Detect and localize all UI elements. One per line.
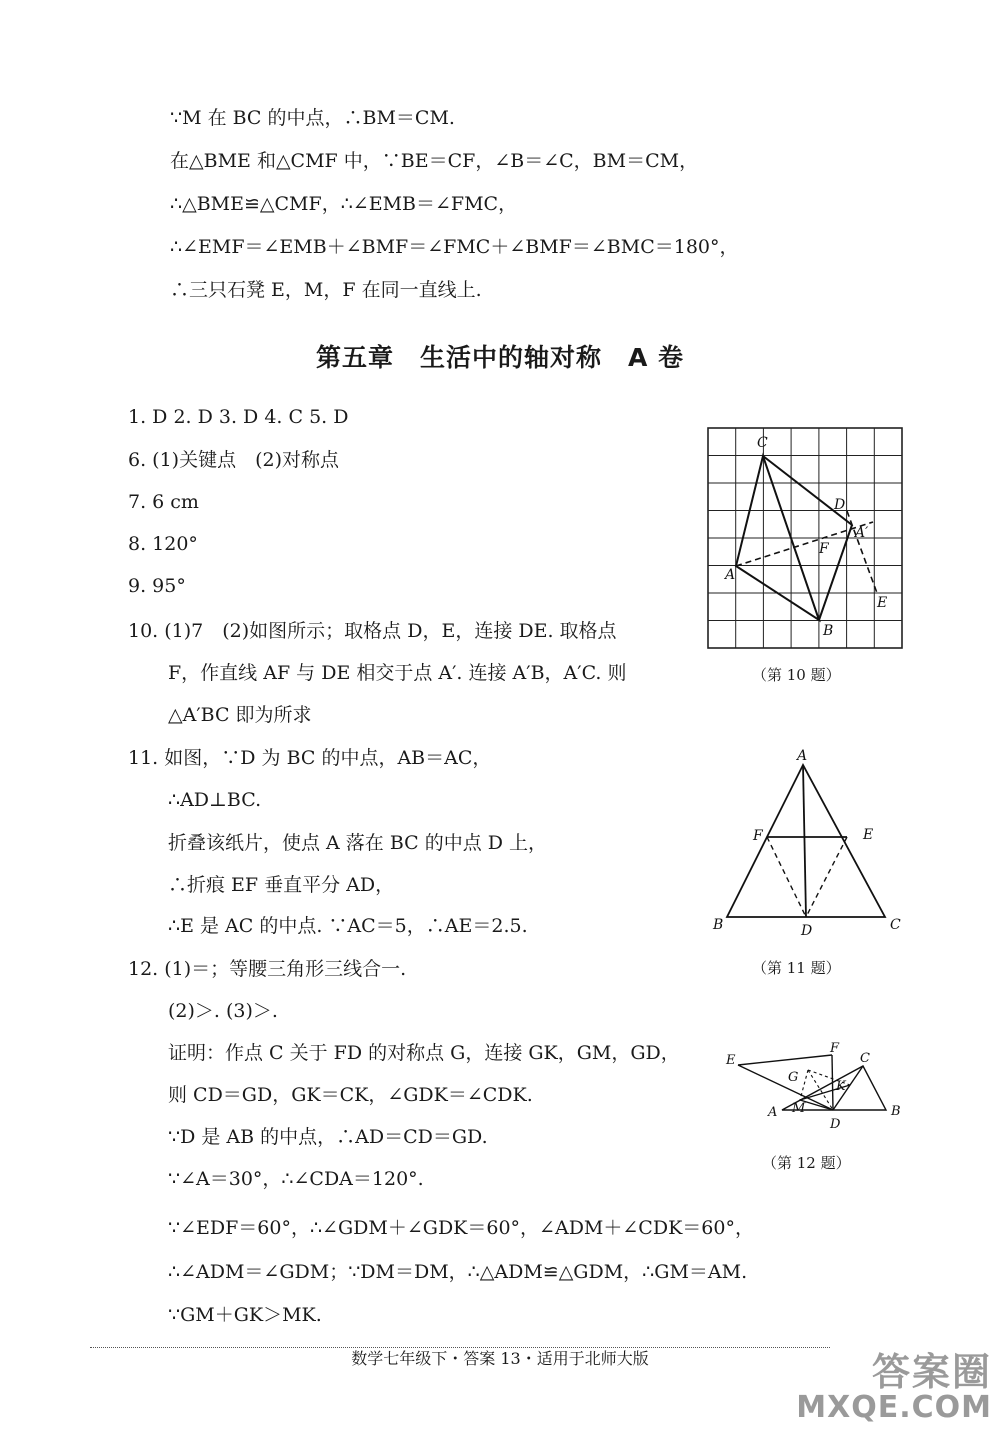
answer-6: 6. (1)关键点 (2)对称点 <box>128 449 339 471</box>
answer-12-line-7: ∵∠EDF＝60°，∴∠GDM＋∠GDK＝60°，∠ADM＋∠CDK＝60°， <box>168 1217 754 1239</box>
answer-10-line-2: F，作直线 AF 与 DE 相交于点 A′. 连接 A′B，A′C. 则 <box>168 662 627 684</box>
proof-line-5: ∴三只石凳 E，M，F 在同一直线上. <box>170 279 482 301</box>
chapter-title: 第五章 生活中的轴对称 A 卷 <box>315 343 685 372</box>
fig10-label-A-prime: A′ <box>855 525 869 541</box>
answer-11-line-5: ∴E 是 AC 的中点. ∵AC＝5，∴AE＝2.5. <box>168 915 528 937</box>
fig12-label-B: B <box>891 1104 901 1119</box>
fig11-label-A: A <box>797 748 808 764</box>
figure-12-diagram <box>720 1040 915 1135</box>
answer-9: 9. 95° <box>128 575 186 597</box>
watermark-logo: 答案圈 <box>871 1350 992 1394</box>
answer-12-line-9: ∵GM＋GK＞MK. <box>168 1304 322 1326</box>
fig12-label-K: K <box>836 1079 846 1094</box>
watermark-url: MXQE.COM <box>796 1390 992 1425</box>
fig10-label-F: F <box>819 541 829 557</box>
figure-11-caption: （第 11 题） <box>752 959 841 977</box>
proof-line-1: ∵M 在 BC 的中点，∴BM＝CM. <box>170 107 455 129</box>
answer-12-line-3: 证明：作点 C 关于 FD 的对称点 G，连接 GK，GM，GD， <box>168 1042 680 1064</box>
proof-line-4: ∴∠EMF＝∠EMB＋∠BMF＝∠FMC＋∠BMF＝∠BMC＝180°， <box>170 236 739 258</box>
answer-11-line-4: ∴折痕 EF 垂直平分 AD， <box>168 874 395 896</box>
answer-12-line-5: ∵D 是 AB 的中点，∴AD＝CD＝GD. <box>168 1126 488 1148</box>
figure-11-triangle <box>705 745 915 945</box>
answer-10-line-3: △A′BC 即为所求 <box>168 704 312 726</box>
fig12-label-G: G <box>788 1070 799 1085</box>
fig10-label-B: B <box>823 623 834 639</box>
answer-11-line-3: 折叠该纸片，使点 A 落在 BC 的中点 D 上， <box>168 832 548 854</box>
fig10-label-E: E <box>877 595 888 611</box>
fig11-label-D: D <box>801 923 813 939</box>
proof-line-3: ∴△BME≌△CMF，∴∠EMB＝∠FMC， <box>170 193 518 215</box>
answer-1-5: 1. D 2. D 3. D 4. C 5. D <box>128 406 349 428</box>
fig12-label-E: E <box>726 1053 736 1068</box>
fig12-label-C: C <box>860 1051 870 1066</box>
answer-7: 7. 6 cm <box>128 491 199 513</box>
figure-12-caption: （第 12 题） <box>762 1154 851 1172</box>
watermark <box>796 1341 992 1425</box>
fig12-label-A: A <box>768 1105 778 1120</box>
fig10-label-C: C <box>757 435 768 451</box>
figure-10-caption: （第 10 题） <box>752 666 841 684</box>
answer-12-line-6: ∵∠A＝30°，∴∠CDA＝120°. <box>168 1168 424 1190</box>
proof-line-2: 在△BME 和△CMF 中，∵BE＝CF，∠B＝∠C，BM＝CM， <box>170 150 699 172</box>
answer-11-line-2: ∴AD⊥BC. <box>168 789 262 811</box>
fig11-label-E: E <box>863 827 874 843</box>
answer-12-line-8: ∴∠ADM＝∠GDM；∵DM＝DM，∴△ADM≌△GDM，∴GM＝AM. <box>168 1261 748 1283</box>
footer-text: 数学七年级下・答案 13・适用于北师大版 <box>343 1349 656 1368</box>
fig12-label-F: F <box>830 1041 840 1056</box>
fig11-label-B: B <box>713 917 724 933</box>
fig12-label-D: D <box>830 1117 841 1132</box>
answer-11-line-1: 11. 如图，∵D 为 BC 的中点，AB＝AC， <box>128 747 492 769</box>
fig11-label-F: F <box>753 828 763 844</box>
fig11-label-C: C <box>890 917 901 933</box>
figure-10-grid <box>705 425 905 651</box>
answer-12-line-2: (2)＞. (3)＞. <box>168 1000 278 1022</box>
fig12-label-M: M <box>792 1101 806 1116</box>
answer-12-line-1: 12. (1)＝；等腰三角形三线合一. <box>128 958 407 980</box>
answer-8: 8. 120° <box>128 533 198 555</box>
fig10-label-A: A <box>725 567 736 583</box>
answer-12-line-4: 则 CD＝GD，GK＝CK，∠GDK＝∠CDK. <box>168 1084 533 1106</box>
fig10-label-D: D <box>834 497 846 513</box>
answer-10-line-1: 10. (1)7 (2)如图所示；取格点 D，E，连接 DE. 取格点 <box>128 620 617 642</box>
